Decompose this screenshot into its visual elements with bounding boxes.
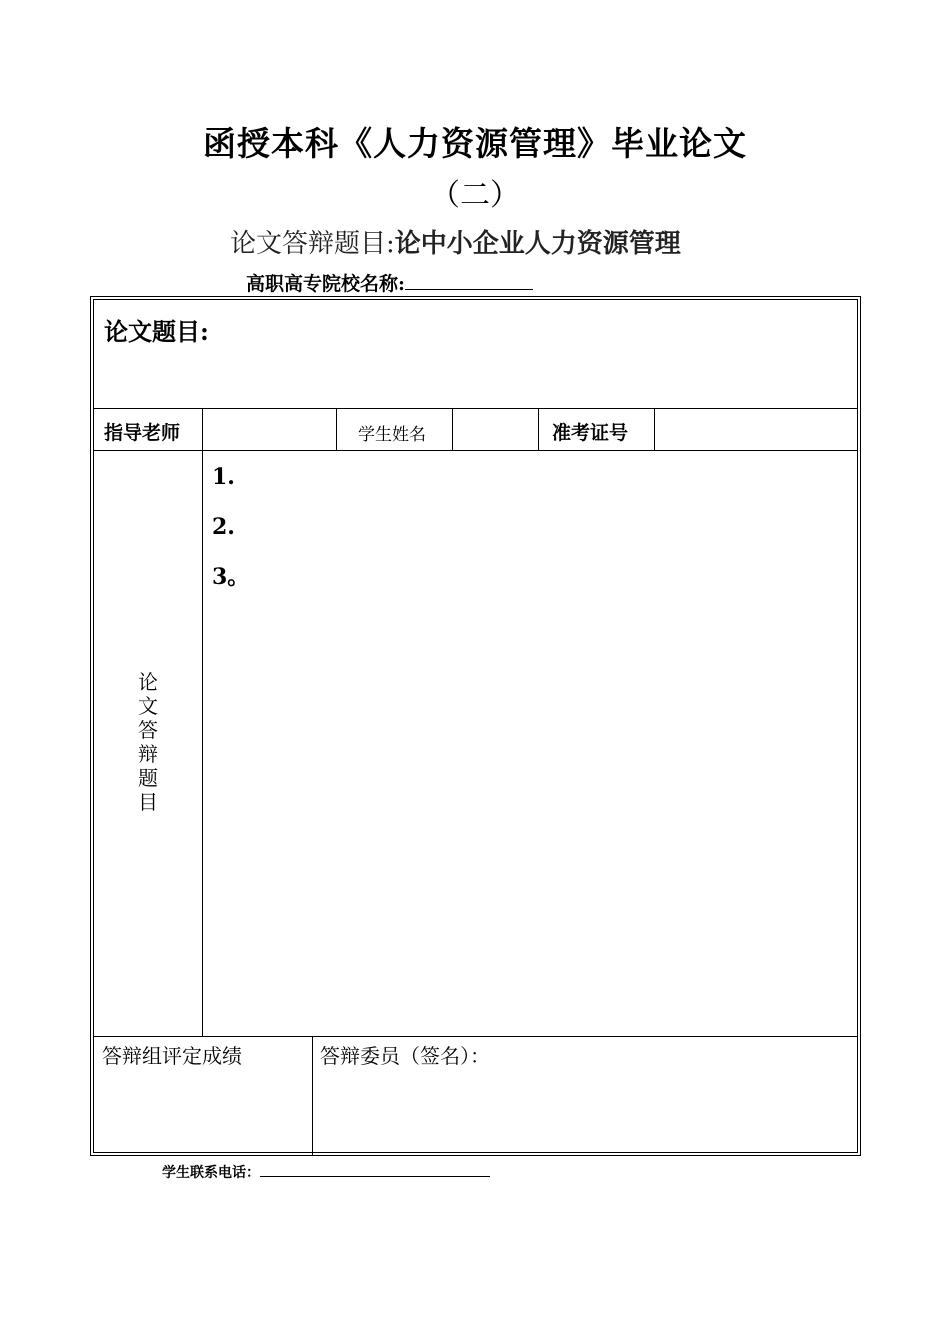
thesis-title-label: 论文题目: — [104, 317, 209, 346]
school-name-line — [246, 273, 533, 296]
grade-label: 答辩组评定成绩 — [102, 1044, 242, 1068]
defense-questions-label — [94, 670, 202, 814]
vertical-char: 答 — [138, 718, 158, 742]
vertical-char: 辩 — [138, 742, 158, 766]
col-divider — [202, 408, 203, 450]
col-divider — [654, 408, 655, 450]
defense-topic-label: 论文答辩题目: — [230, 229, 395, 259]
col-divider — [452, 408, 453, 450]
document-title: 函授本科《人力资源管理》毕业论文 — [203, 124, 747, 163]
question-item: 1. — [212, 464, 235, 490]
question-item: 3。 — [212, 564, 250, 590]
row-divider — [94, 408, 857, 409]
committee-signature-label: 答辩委员（签名）： — [320, 1044, 490, 1068]
col-divider — [538, 408, 539, 450]
vertical-char: 文 — [138, 694, 158, 718]
student-phone-blank[interactable] — [260, 1163, 490, 1177]
student-phone-line — [162, 1163, 490, 1182]
col-divider — [312, 1036, 313, 1156]
school-name-blank[interactable] — [405, 273, 533, 290]
form-inner-border — [93, 299, 858, 1153]
question-list — [212, 462, 249, 612]
row-divider — [94, 1036, 857, 1037]
student-name-label: 学生姓名 — [358, 425, 426, 445]
school-name-label: 高职高专院校名称: — [246, 273, 406, 295]
question-item: 2. — [212, 514, 235, 540]
exam-id-label: 准考证号 — [552, 422, 629, 444]
col-divider — [202, 450, 203, 1036]
col-divider — [336, 408, 337, 450]
row-divider — [94, 450, 857, 451]
thesis-form-table — [90, 296, 861, 1156]
advisor-label: 指导老师 — [104, 422, 181, 444]
vertical-char: 论 — [138, 670, 158, 694]
document-subtitle: （二） — [430, 178, 520, 213]
vertical-char: 题 — [138, 766, 158, 790]
defense-topic-line — [230, 229, 681, 260]
student-phone-label: 学生联系电话： — [162, 1165, 260, 1181]
defense-topic-value: 论中小企业人力资源管理 — [394, 229, 681, 259]
vertical-char: 目 — [138, 790, 158, 814]
